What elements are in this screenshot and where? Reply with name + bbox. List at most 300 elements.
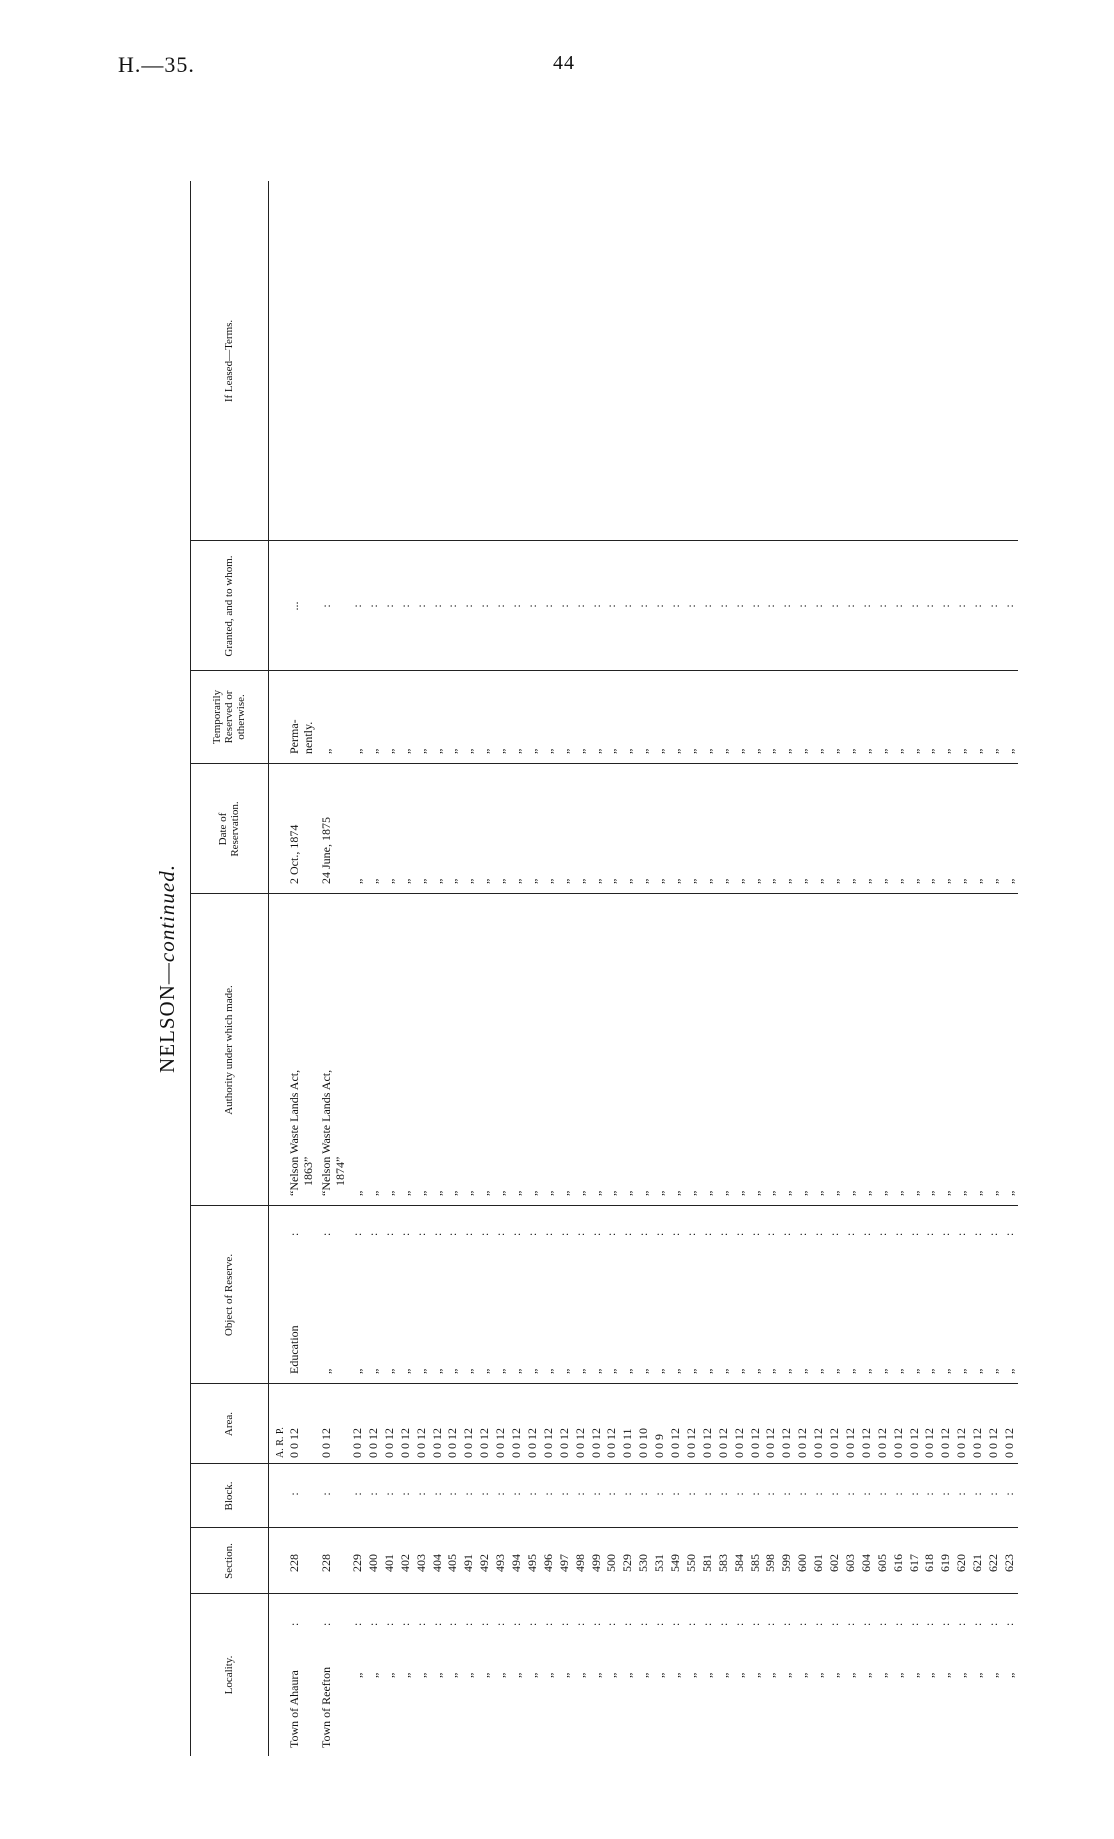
ditto-cell: „: [556, 748, 571, 754]
granted-dots: :: [381, 604, 396, 608]
section-cell: 550: [683, 1554, 698, 1572]
ditto-cell: „: [890, 878, 905, 884]
ditto-cell: „: [540, 878, 555, 884]
leader-dots: :: [954, 1232, 969, 1236]
area-cell: 0 0 12: [572, 1428, 587, 1458]
table-row: [619, 181, 635, 1756]
ditto-cell: „: [922, 1190, 937, 1196]
ditto-cell: „: [970, 1672, 985, 1678]
granted-dots: :: [827, 604, 841, 608]
granted-dots: :: [572, 604, 587, 608]
section-cell: 494: [509, 1554, 523, 1572]
ditto-cell: „: [699, 878, 714, 884]
temporarily-cell: Perma-: [287, 719, 301, 754]
ditto-cell: „: [763, 878, 778, 884]
block-dots: :: [524, 1492, 539, 1496]
ditto-cell: „: [319, 1368, 333, 1374]
leader-dots: :: [668, 1622, 682, 1626]
ditto-cell: „: [397, 1368, 412, 1374]
ditto-cell: „: [397, 1190, 412, 1196]
ditto-cell: „: [970, 878, 985, 884]
table-row: [826, 181, 842, 1756]
header-block: Block.: [223, 1481, 235, 1511]
area-cell: 0 0 12: [747, 1428, 762, 1458]
table-row: [365, 181, 381, 1756]
leader-dots: :: [397, 1622, 412, 1626]
header-section: Section.: [223, 1543, 235, 1579]
table-row: [953, 181, 969, 1756]
ditto-cell: „: [842, 1190, 857, 1196]
section-cell: 402: [397, 1554, 412, 1572]
ditto-cell: „: [524, 1672, 539, 1678]
table-row: [890, 181, 906, 1756]
area-cell: 0 0 12: [890, 1428, 905, 1458]
ditto-cell: „: [461, 1190, 476, 1196]
ditto-cell: „: [524, 878, 539, 884]
block-dots: :: [970, 1492, 985, 1496]
ditto-cell: „: [699, 748, 714, 754]
area-cell: 0 0 12: [461, 1428, 476, 1458]
ditto-cell: „: [524, 1190, 539, 1196]
area-cell: 0 0 12: [842, 1428, 857, 1458]
granted-dots: :: [890, 604, 905, 608]
leader-dots: :: [604, 1232, 619, 1236]
leader-dots: :: [922, 1232, 937, 1236]
ditto-cell: „: [397, 748, 412, 754]
ditto-cell: „: [954, 878, 969, 884]
ditto-cell: „: [604, 878, 619, 884]
leader-dots: :: [477, 1622, 492, 1626]
block-dots: :: [1001, 1492, 1016, 1496]
ditto-cell: „: [445, 878, 460, 884]
ditto-cell: „: [493, 1368, 508, 1374]
section-cell: 492: [477, 1554, 492, 1572]
leader-dots: :: [827, 1232, 841, 1236]
leader-dots: :: [970, 1622, 985, 1626]
leader-dots: :: [477, 1232, 492, 1236]
leader-dots: :: [350, 1622, 364, 1626]
granted-dots: :: [493, 604, 508, 608]
ditto-cell: „: [731, 1190, 746, 1196]
block-dots: :: [874, 1492, 889, 1496]
section-cell: 496: [540, 1554, 555, 1572]
ditto-cell: „: [588, 1672, 603, 1678]
area-cell: 0 0 12: [381, 1428, 396, 1458]
table-row: [588, 181, 604, 1756]
ditto-cell: „: [413, 1672, 428, 1678]
section-cell: 491: [461, 1554, 476, 1572]
section-cell: 400: [365, 1554, 380, 1572]
ditto-cell: „: [986, 1190, 1000, 1196]
leader-dots: :: [524, 1232, 539, 1236]
ditto-cell: „: [763, 1672, 778, 1678]
ditto-cell: „: [461, 748, 476, 754]
section-cell: 499: [588, 1554, 603, 1572]
area-cell: 0 0 12: [413, 1428, 428, 1458]
area-cell: 0 0 12: [493, 1428, 508, 1458]
block-dots: :: [668, 1492, 682, 1496]
leader-dots: :: [715, 1622, 730, 1626]
table-row: [731, 181, 747, 1756]
section-cell: 549: [668, 1554, 682, 1572]
leader-dots: :: [858, 1622, 873, 1626]
block-dots: :: [509, 1492, 523, 1496]
table-row: [429, 181, 445, 1756]
leader-dots: :: [413, 1232, 428, 1236]
table-row: [635, 181, 651, 1756]
ditto-cell: „: [986, 1368, 1000, 1374]
ditto-cell: „: [668, 1672, 682, 1678]
ditto-cell: „: [747, 1190, 762, 1196]
ditto-cell: „: [413, 748, 428, 754]
ditto-cell: „: [604, 748, 619, 754]
section-cell: 600: [795, 1554, 810, 1572]
object-cell: Education: [287, 1325, 301, 1374]
ditto-cell: „: [445, 1672, 460, 1678]
granted-dots: :: [811, 604, 826, 608]
ditto-cell: „: [779, 878, 794, 884]
granted-dots: :: [524, 604, 539, 608]
granted-dots: :: [636, 604, 651, 608]
ditto-cell: „: [922, 878, 937, 884]
area-cell: 0 0 12: [429, 1428, 444, 1458]
section-cell: 585: [747, 1554, 762, 1572]
leader-dots: :: [461, 1232, 476, 1236]
leader-dots: :: [524, 1622, 539, 1626]
table-row: [699, 181, 715, 1756]
section-cell: 401: [381, 1554, 396, 1572]
table-row: [794, 181, 810, 1756]
ditto-cell: „: [795, 1190, 810, 1196]
leader-dots: :: [874, 1232, 889, 1236]
leader-dots: :: [986, 1232, 1000, 1236]
ditto-cell: „: [842, 1672, 857, 1678]
ditto-cell: „: [715, 1368, 730, 1374]
ditto-cell: „: [556, 878, 571, 884]
granted-dots: :: [954, 604, 969, 608]
area-cell: 0 0 12: [668, 1428, 682, 1458]
leader-dots: :: [397, 1232, 412, 1236]
ditto-cell: „: [715, 1672, 730, 1678]
ditto-cell: „: [970, 1190, 985, 1196]
table-row: [413, 181, 429, 1756]
granted-dots: :: [779, 604, 794, 608]
block-dots: :: [827, 1492, 841, 1496]
granted-dots: :: [922, 604, 937, 608]
ditto-cell: „: [365, 878, 380, 884]
area-units: A. R. P.: [275, 1427, 286, 1458]
area-cell: 0 0 12: [477, 1428, 492, 1458]
section-cell: 623: [1001, 1554, 1016, 1572]
ditto-cell: „: [811, 748, 826, 754]
leader-dots: :: [287, 1622, 301, 1626]
ditto-cell: „: [572, 1368, 587, 1374]
granted-dots: :: [652, 604, 667, 608]
block-dots: :: [683, 1492, 698, 1496]
leader-dots: :: [287, 1232, 301, 1236]
block-dots: :: [413, 1492, 428, 1496]
block-dots: :: [287, 1492, 301, 1496]
block-dots: :: [604, 1492, 619, 1496]
table-row: [683, 181, 699, 1756]
ditto-cell: „: [906, 1368, 921, 1374]
leader-dots: :: [493, 1622, 508, 1626]
table-title: [146, 181, 188, 1756]
ditto-cell: „: [652, 1672, 667, 1678]
block-dots: :: [811, 1492, 826, 1496]
ditto-cell: „: [572, 1190, 587, 1196]
temporarily-cell-cont: nently.: [301, 721, 315, 754]
leader-dots: :: [970, 1232, 985, 1236]
granted-dots: :: [874, 604, 889, 608]
leader-dots: :: [636, 1622, 651, 1626]
granted-dots: :: [938, 604, 953, 608]
leader-dots: :: [572, 1622, 587, 1626]
granted-dots: :: [763, 604, 778, 608]
ditto-cell: „: [1001, 1672, 1016, 1678]
ditto-cell: „: [477, 748, 492, 754]
ditto-cell: „: [588, 878, 603, 884]
table-row: [1001, 181, 1017, 1756]
ditto-cell: „: [938, 878, 953, 884]
granted-dots: :: [509, 604, 523, 608]
ditto-cell: „: [413, 1190, 428, 1196]
block-dots: :: [540, 1492, 555, 1496]
leader-dots: :: [954, 1622, 969, 1626]
leader-dots: :: [429, 1232, 444, 1236]
ditto-cell: „: [715, 1190, 730, 1196]
ditto-cell: „: [397, 1672, 412, 1678]
ditto-cell: „: [874, 878, 889, 884]
leader-dots: :: [636, 1232, 651, 1236]
table-row: [444, 181, 460, 1756]
block-dots: :: [429, 1492, 444, 1496]
ditto-cell: „: [970, 1368, 985, 1374]
granted-dots: :: [556, 604, 571, 608]
area-cell: 0 0 11: [620, 1428, 635, 1458]
ditto-cell: „: [811, 1368, 826, 1374]
granted-dots: :: [858, 604, 873, 608]
ditto-cell: „: [620, 1190, 635, 1196]
ditto-cell: „: [365, 1368, 380, 1374]
ditto-cell: „: [731, 1672, 746, 1678]
table-row-continuation: [332, 181, 348, 1756]
top-rule: [190, 181, 191, 1756]
block-dots: :: [319, 1492, 333, 1496]
granted-dots: :: [397, 604, 412, 608]
ditto-cell: „: [890, 1190, 905, 1196]
area-cell: 0 0 12: [715, 1428, 730, 1458]
leader-dots: :: [668, 1232, 682, 1236]
table-row: [572, 181, 588, 1756]
granted-dots: :: [429, 604, 444, 608]
ditto-cell: „: [763, 1368, 778, 1374]
leader-dots: :: [556, 1232, 571, 1236]
table-row: [762, 181, 778, 1756]
area-cell: 0 0 12: [795, 1428, 810, 1458]
granted-dots: :: [970, 604, 985, 608]
header-rule: [268, 181, 269, 1756]
ditto-cell: „: [922, 1368, 937, 1374]
ditto-cell: „: [842, 1368, 857, 1374]
granted-cell: ...: [287, 601, 301, 611]
leader-dots: :: [588, 1232, 603, 1236]
area-cell: 0 0 12: [509, 1428, 523, 1458]
ditto-cell: „: [652, 1190, 667, 1196]
ditto-cell: „: [827, 748, 841, 754]
leader-dots: :: [319, 1232, 333, 1236]
ditto-cell: „: [906, 1672, 921, 1678]
ditto-cell: „: [890, 748, 905, 754]
leader-dots: :: [604, 1622, 619, 1626]
area-cell: 0 0 12: [874, 1428, 889, 1458]
leader-dots: :: [683, 1622, 698, 1626]
table-row: [460, 181, 476, 1756]
leader-dots: :: [350, 1232, 364, 1236]
ditto-cell: „: [779, 1672, 794, 1678]
ditto-cell: „: [365, 1672, 380, 1678]
block-dots: :: [588, 1492, 603, 1496]
leader-dots: :: [429, 1622, 444, 1626]
ditto-cell: „: [652, 878, 667, 884]
ditto-cell: „: [493, 878, 508, 884]
ditto-cell: „: [858, 1672, 873, 1678]
ditto-cell: „: [874, 1190, 889, 1196]
ditto-cell: „: [858, 1190, 873, 1196]
ditto-cell: „: [350, 1190, 364, 1196]
ditto-cell: „: [365, 1190, 380, 1196]
ditto-cell: „: [858, 1368, 873, 1374]
header-locality: Locality.: [223, 1655, 235, 1695]
ditto-cell: „: [636, 878, 651, 884]
ditto-cell: „: [874, 1368, 889, 1374]
table-row: [476, 181, 492, 1756]
ditto-cell: „: [461, 1368, 476, 1374]
area-cell: 0 0 12: [954, 1428, 969, 1458]
block-dots: :: [445, 1492, 460, 1496]
table-row: [858, 181, 874, 1756]
table-row: [842, 181, 858, 1756]
granted-dots: :: [604, 604, 619, 608]
ditto-cell: „: [588, 1368, 603, 1374]
ditto-cell: „: [636, 1672, 651, 1678]
area-cell: 0 0 12: [731, 1428, 746, 1458]
area-cell: 0 0 12: [970, 1428, 985, 1458]
section-cell: 530: [636, 1554, 651, 1572]
section-cell: 228: [319, 1554, 333, 1572]
area-cell: 0 0 12: [683, 1428, 698, 1458]
ditto-cell: „: [350, 878, 364, 884]
ditto-cell: „: [381, 1672, 396, 1678]
document-reference: H.—35.: [118, 52, 195, 77]
ditto-cell: „: [620, 1368, 635, 1374]
leader-dots: :: [620, 1622, 635, 1626]
table-row: [508, 181, 524, 1756]
section-cell: 622: [986, 1554, 1000, 1572]
ditto-cell: „: [795, 1672, 810, 1678]
ditto-cell: „: [842, 748, 857, 754]
ditto-cell: „: [445, 748, 460, 754]
section-cell: 531: [652, 1554, 667, 1572]
ditto-cell: „: [509, 878, 523, 884]
table-row: [397, 181, 413, 1756]
leader-dots: :: [731, 1622, 746, 1626]
leader-dots: :: [572, 1232, 587, 1236]
block-dots: :: [652, 1492, 667, 1496]
granted-dots: :: [319, 604, 333, 608]
section-cell: 603: [842, 1554, 857, 1572]
ditto-cell: „: [636, 1190, 651, 1196]
ditto-cell: „: [319, 748, 333, 754]
ditto-cell: „: [874, 748, 889, 754]
block-dots: :: [620, 1492, 635, 1496]
ditto-cell: „: [827, 1672, 841, 1678]
area-cell: 0 0 12: [827, 1428, 841, 1458]
ditto-cell: „: [604, 1672, 619, 1678]
ditto-cell: „: [683, 748, 698, 754]
block-dots: :: [954, 1492, 969, 1496]
ditto-cell: „: [365, 748, 380, 754]
ditto-cell: „: [620, 748, 635, 754]
ditto-cell: „: [986, 878, 1000, 884]
section-cell: 405: [445, 1554, 460, 1572]
block-dots: :: [906, 1492, 921, 1496]
ditto-cell: „: [509, 1672, 523, 1678]
ditto-cell: „: [827, 878, 841, 884]
leader-dots: :: [540, 1622, 555, 1626]
table-row: [667, 181, 683, 1756]
granted-dots: :: [842, 604, 857, 608]
ditto-cell: „: [540, 1190, 555, 1196]
leader-dots: :: [381, 1622, 396, 1626]
ditto-cell: „: [811, 878, 826, 884]
section-cell: 621: [970, 1554, 985, 1572]
leader-dots: :: [461, 1622, 476, 1626]
ditto-cell: „: [1001, 1190, 1016, 1196]
ditto-cell: „: [572, 1672, 587, 1678]
section-cell: 617: [906, 1554, 921, 1572]
block-dots: :: [556, 1492, 571, 1496]
leader-dots: :: [906, 1622, 921, 1626]
section-cell: 599: [779, 1554, 794, 1572]
ditto-cell: „: [890, 1672, 905, 1678]
ditto-cell: „: [715, 748, 730, 754]
granted-dots: :: [731, 604, 746, 608]
leader-dots: :: [365, 1622, 380, 1626]
title-main: NELSON—: [155, 962, 179, 1073]
ditto-cell: „: [858, 878, 873, 884]
leader-dots: :: [938, 1622, 953, 1626]
leader-dots: :: [699, 1232, 714, 1236]
section-cell: 602: [827, 1554, 841, 1572]
leader-dots: :: [1001, 1232, 1016, 1236]
ditto-cell: „: [795, 1368, 810, 1374]
table-row: [921, 181, 937, 1756]
ditto-cell: „: [699, 1368, 714, 1374]
area-cell: 0 0 12: [922, 1428, 937, 1458]
block-dots: :: [763, 1492, 778, 1496]
leader-dots: :: [763, 1622, 778, 1626]
ditto-cell: „: [683, 878, 698, 884]
section-cell: 529: [620, 1554, 635, 1572]
ditto-cell: „: [429, 1190, 444, 1196]
section-cell: 604: [858, 1554, 873, 1572]
date-cell: 2 Oct., 1874: [287, 824, 301, 884]
granted-dots: :: [747, 604, 762, 608]
block-dots: :: [715, 1492, 730, 1496]
ditto-cell: „: [731, 1368, 746, 1374]
ditto-cell: „: [954, 1368, 969, 1374]
